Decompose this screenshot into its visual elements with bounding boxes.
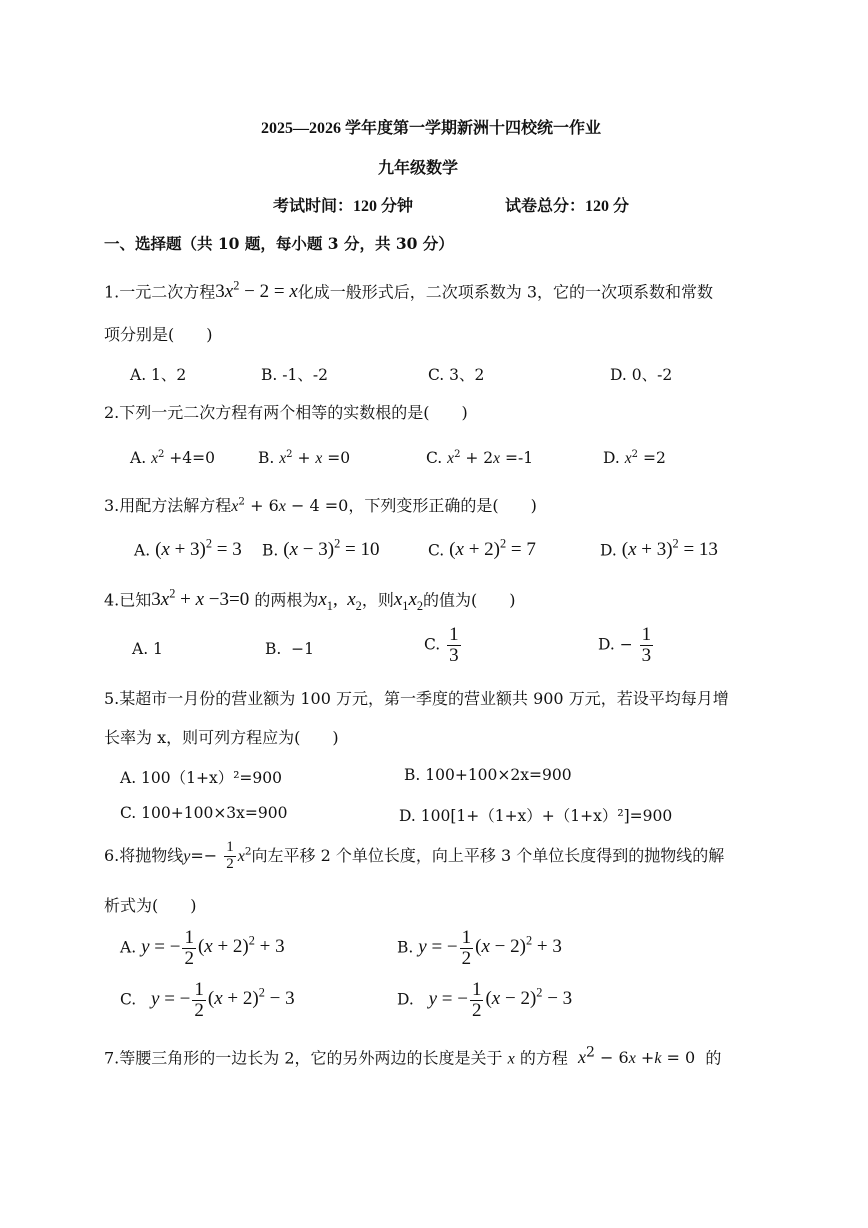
q5-option-b: B. 100+100×2x=900 (404, 766, 572, 784)
q6-option-a: A. y = − $\frac{1}{2}$ $(x + 2)^2 + 3$ (120, 927, 285, 969)
q6-option-b: B. y = − $\frac{1}{2}$ $(x - 2)^2 + 3$ (397, 927, 562, 969)
question-7-line-1 (104, 1045, 721, 1068)
subject-title: 九年级数学 (378, 160, 459, 177)
total-score: 试卷总分：120 分 (505, 198, 630, 215)
q4-option-c: C. $\frac{1}{3}$ (424, 624, 459, 666)
q7-variable: x (507, 1050, 515, 1068)
q4-equation: $3x^2 + x -3=0$ (151, 587, 250, 611)
q3-option-d: D. $(x + 3)^2 = 13$ (600, 537, 718, 561)
q4-mid2: ，则 (361, 590, 394, 610)
q4-post: 的值为( ) (423, 590, 516, 610)
q2-option-d: D. $x^2 =2$ (603, 449, 666, 468)
q4-product: $x_1x_2$ (393, 589, 424, 614)
q4-pre: 4.已知 (104, 590, 152, 610)
q5-option-a: A. 100（1+x）²=900 (120, 769, 283, 787)
q3-option-b: B. $(x - 3)^2 = 10$ (262, 537, 380, 561)
exam-title: 2025—2026 学年度第一学期新洲十四校统一作业 (261, 120, 602, 137)
q4-option-a: A. 1 (132, 640, 163, 658)
q1-post: 化成一般形式后，二次项系数为 3，它的一次项系数和常数 (297, 282, 714, 302)
q3-option-c: C. $(x + 2)^2 = 7$ (428, 537, 536, 561)
question-3-stem (104, 493, 537, 516)
q4-option-b: B. −1 (265, 640, 315, 658)
q2-option-b: B. $x^2 + x =0$ (258, 449, 351, 468)
q6-pre: 6.将抛物线 (104, 845, 184, 865)
q4-roots: $x_1$, $x_2$ (318, 589, 362, 614)
q3-post: ，下列变形正确的是( ) (348, 496, 537, 515)
question-6-line-1 (104, 840, 724, 873)
q1-option-d: D. 0、-2 (610, 366, 673, 384)
question-1-line-1 (104, 279, 713, 303)
q7-equation: $x^2 - 6x +k = 0$ (578, 1045, 696, 1068)
q6-post: 向左平移 2 个单位长度，向上平移 3 个单位长度得到的抛物线的解 (251, 845, 725, 865)
q3-option-a: A. $(x + 3)^2 = 3$ (134, 537, 242, 561)
q1-pre: 1.一元二次方程 (104, 282, 216, 302)
q1-option-c: C. 3、2 (428, 366, 485, 384)
q1-option-b: B. -1、-2 (261, 366, 328, 384)
question-4-stem (104, 587, 516, 614)
q4-mid1: 的两根为 (254, 590, 319, 610)
q3-equation: $x^2 + 6x - 4 =0$ (231, 495, 349, 515)
q2-option-a: A. $x^2 +4=0$ (130, 449, 215, 468)
question-5-line-2: 长率为 x，则可列方程应为( ) (104, 728, 339, 747)
q7-pre: 7.等腰三角形的一边长为 2，它的另外两边的长度是关于 (104, 1048, 503, 1068)
question-5-line-1: 5.某超市一月份的营业额为 100 万元，第一季度的营业额共 900 万元，若设平均每月增 (104, 689, 729, 708)
question-1-line-2: 项分别是( ) (104, 325, 213, 344)
q6-parabola: y=− $\frac{1}{2}$ $x^2$ (183, 839, 252, 872)
q4-option-d: D. − $\frac{1}{3}$ (598, 624, 652, 666)
section-heading: 一、选择题（共 10 题，每小题 3 分，共 30 分） (104, 234, 454, 253)
q5-option-c: C. 100+100×3x=900 (120, 804, 288, 822)
q7-mid: 的方程 (519, 1048, 568, 1068)
q1-option-a: A. 1、2 (130, 366, 187, 384)
q3-pre: 3.用配方法解方程 (104, 496, 232, 515)
q6-option-c: C. y = − $\frac{1}{2}$ $(x + 2)^2 - 3$ (120, 979, 295, 1021)
exam-time: 考试时间：120 分钟 (273, 198, 414, 215)
q5-option-d: D. 100[1+（1+x）+（1+x）²]=900 (399, 807, 673, 825)
q2-option-c: C. $x^2 + 2x =-1$ (426, 449, 534, 468)
question-2-stem: 2.下列一元二次方程有两个相等的实数根的是( ) (104, 403, 468, 422)
q1-equation: $3x^2 - 2 = x$ (215, 279, 298, 303)
q6-option-d: D. y = − $\frac{1}{2}$ $(x - 2)^2 - 3$ (397, 979, 573, 1021)
q7-post: 的 (705, 1048, 722, 1068)
question-6-line-2: 析式为( ) (104, 896, 197, 915)
